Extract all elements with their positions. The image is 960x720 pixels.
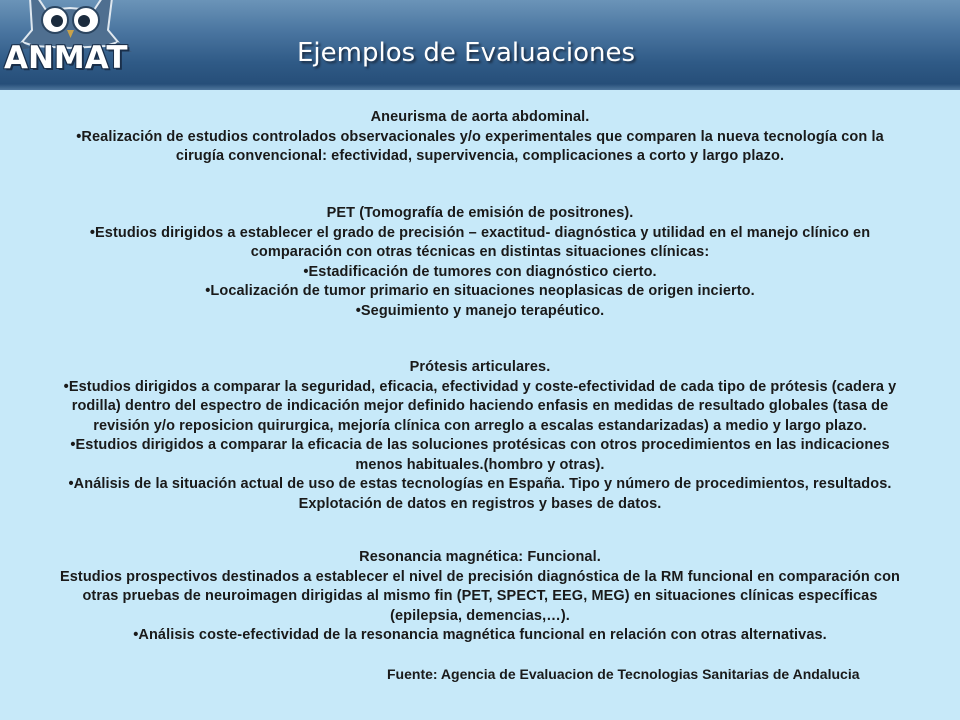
section-line: •Estudios dirigidos a establecer el grado de precisión – exactitud- diagnóstica y utilidad en el manejo clínico en — [89, 224, 871, 241]
header-banner — [0, 0, 960, 90]
section-line: •Realización de estudios controlados observacionales y/o experimentales que comparen la nueva tecnología con la — [76, 128, 884, 145]
logo-wordmark: ANMAT — [4, 40, 128, 76]
section-line: •Análisis coste-efectividad de la resonancia magnética funcional en relación con otras alternativas. — [133, 627, 827, 643]
anmat-logo — [0, 0, 140, 90]
section-line: •Estudios dirigidos a comparar la seguridad, eficacia, efectividad y coste-efectividad de cada tipo de prótesis (cadera y — [63, 378, 897, 395]
section-pet — [0, 204, 960, 321]
section-line: rodilla) dentro del espectro de indicación mejor definido haciendo enfasis en medidas de resultado globales (tasa de — [71, 398, 889, 414]
section-line: revisión y/o reposicion quirurgica, mejoría clínica con arreglo a escalas estandarizadas) a medio y largo plazo. — [93, 417, 867, 434]
section-line: menos habituales.(hombro y otras). — [355, 456, 605, 473]
section-line: •Estadificación de tumores con diagnóstico cierto. — [303, 263, 657, 280]
section-protesis — [0, 358, 960, 514]
section-line: •Estudios dirigidos a comparar la eficacia de las soluciones protésicas con otros procedimientos en las indicaciones — [70, 437, 890, 453]
section-line: comparación con otras técnicas en distintas situaciones clínicas: — [250, 244, 710, 260]
section-title: Resonancia magnética: Funcional. — [359, 549, 601, 565]
page-title: Ejemplos de Evaluaciones — [297, 38, 636, 68]
source-citation: Fuente: Agencia de Evaluacion de Tecnologias Sanitarias de Andalucia — [387, 666, 860, 682]
section-aneurisma — [0, 108, 960, 167]
section-line: Estudios prospectivos destinados a establecer el nivel de precisión diagnóstica de la RM funcional en comparación con — [59, 568, 901, 585]
section-line: (epilepsia, demencias,…). — [390, 607, 570, 624]
section-title: Prótesis articulares. — [409, 359, 551, 375]
section-line: cirugía convencional: efectividad, supervivencia, complicaciones a corto y largo plazo. — [175, 148, 785, 164]
section-line: •Análisis de la situación actual de uso de estas tecnologías en España. Tipo y número de procedimientos, resultados. — [68, 476, 892, 492]
section-line: •Localización de tumor primario en situaciones neoplasicas de origen incierto. — [205, 283, 755, 299]
section-line: otras pruebas de neuroimagen dirigidas al mismo fin (PET, SPECT, EEG, MEG) en situaciones clínicas específicas — [82, 588, 878, 604]
section-resonancia — [0, 548, 960, 646]
section-title: PET (Tomografía de emisión de positrones). — [326, 205, 634, 221]
section-line: •Seguimiento y manejo terapéutico. — [355, 302, 605, 319]
section-title: Aneurisma de aorta abdominal. — [370, 109, 590, 125]
section-line: Explotación de datos en registros y bases de datos. — [298, 495, 662, 512]
